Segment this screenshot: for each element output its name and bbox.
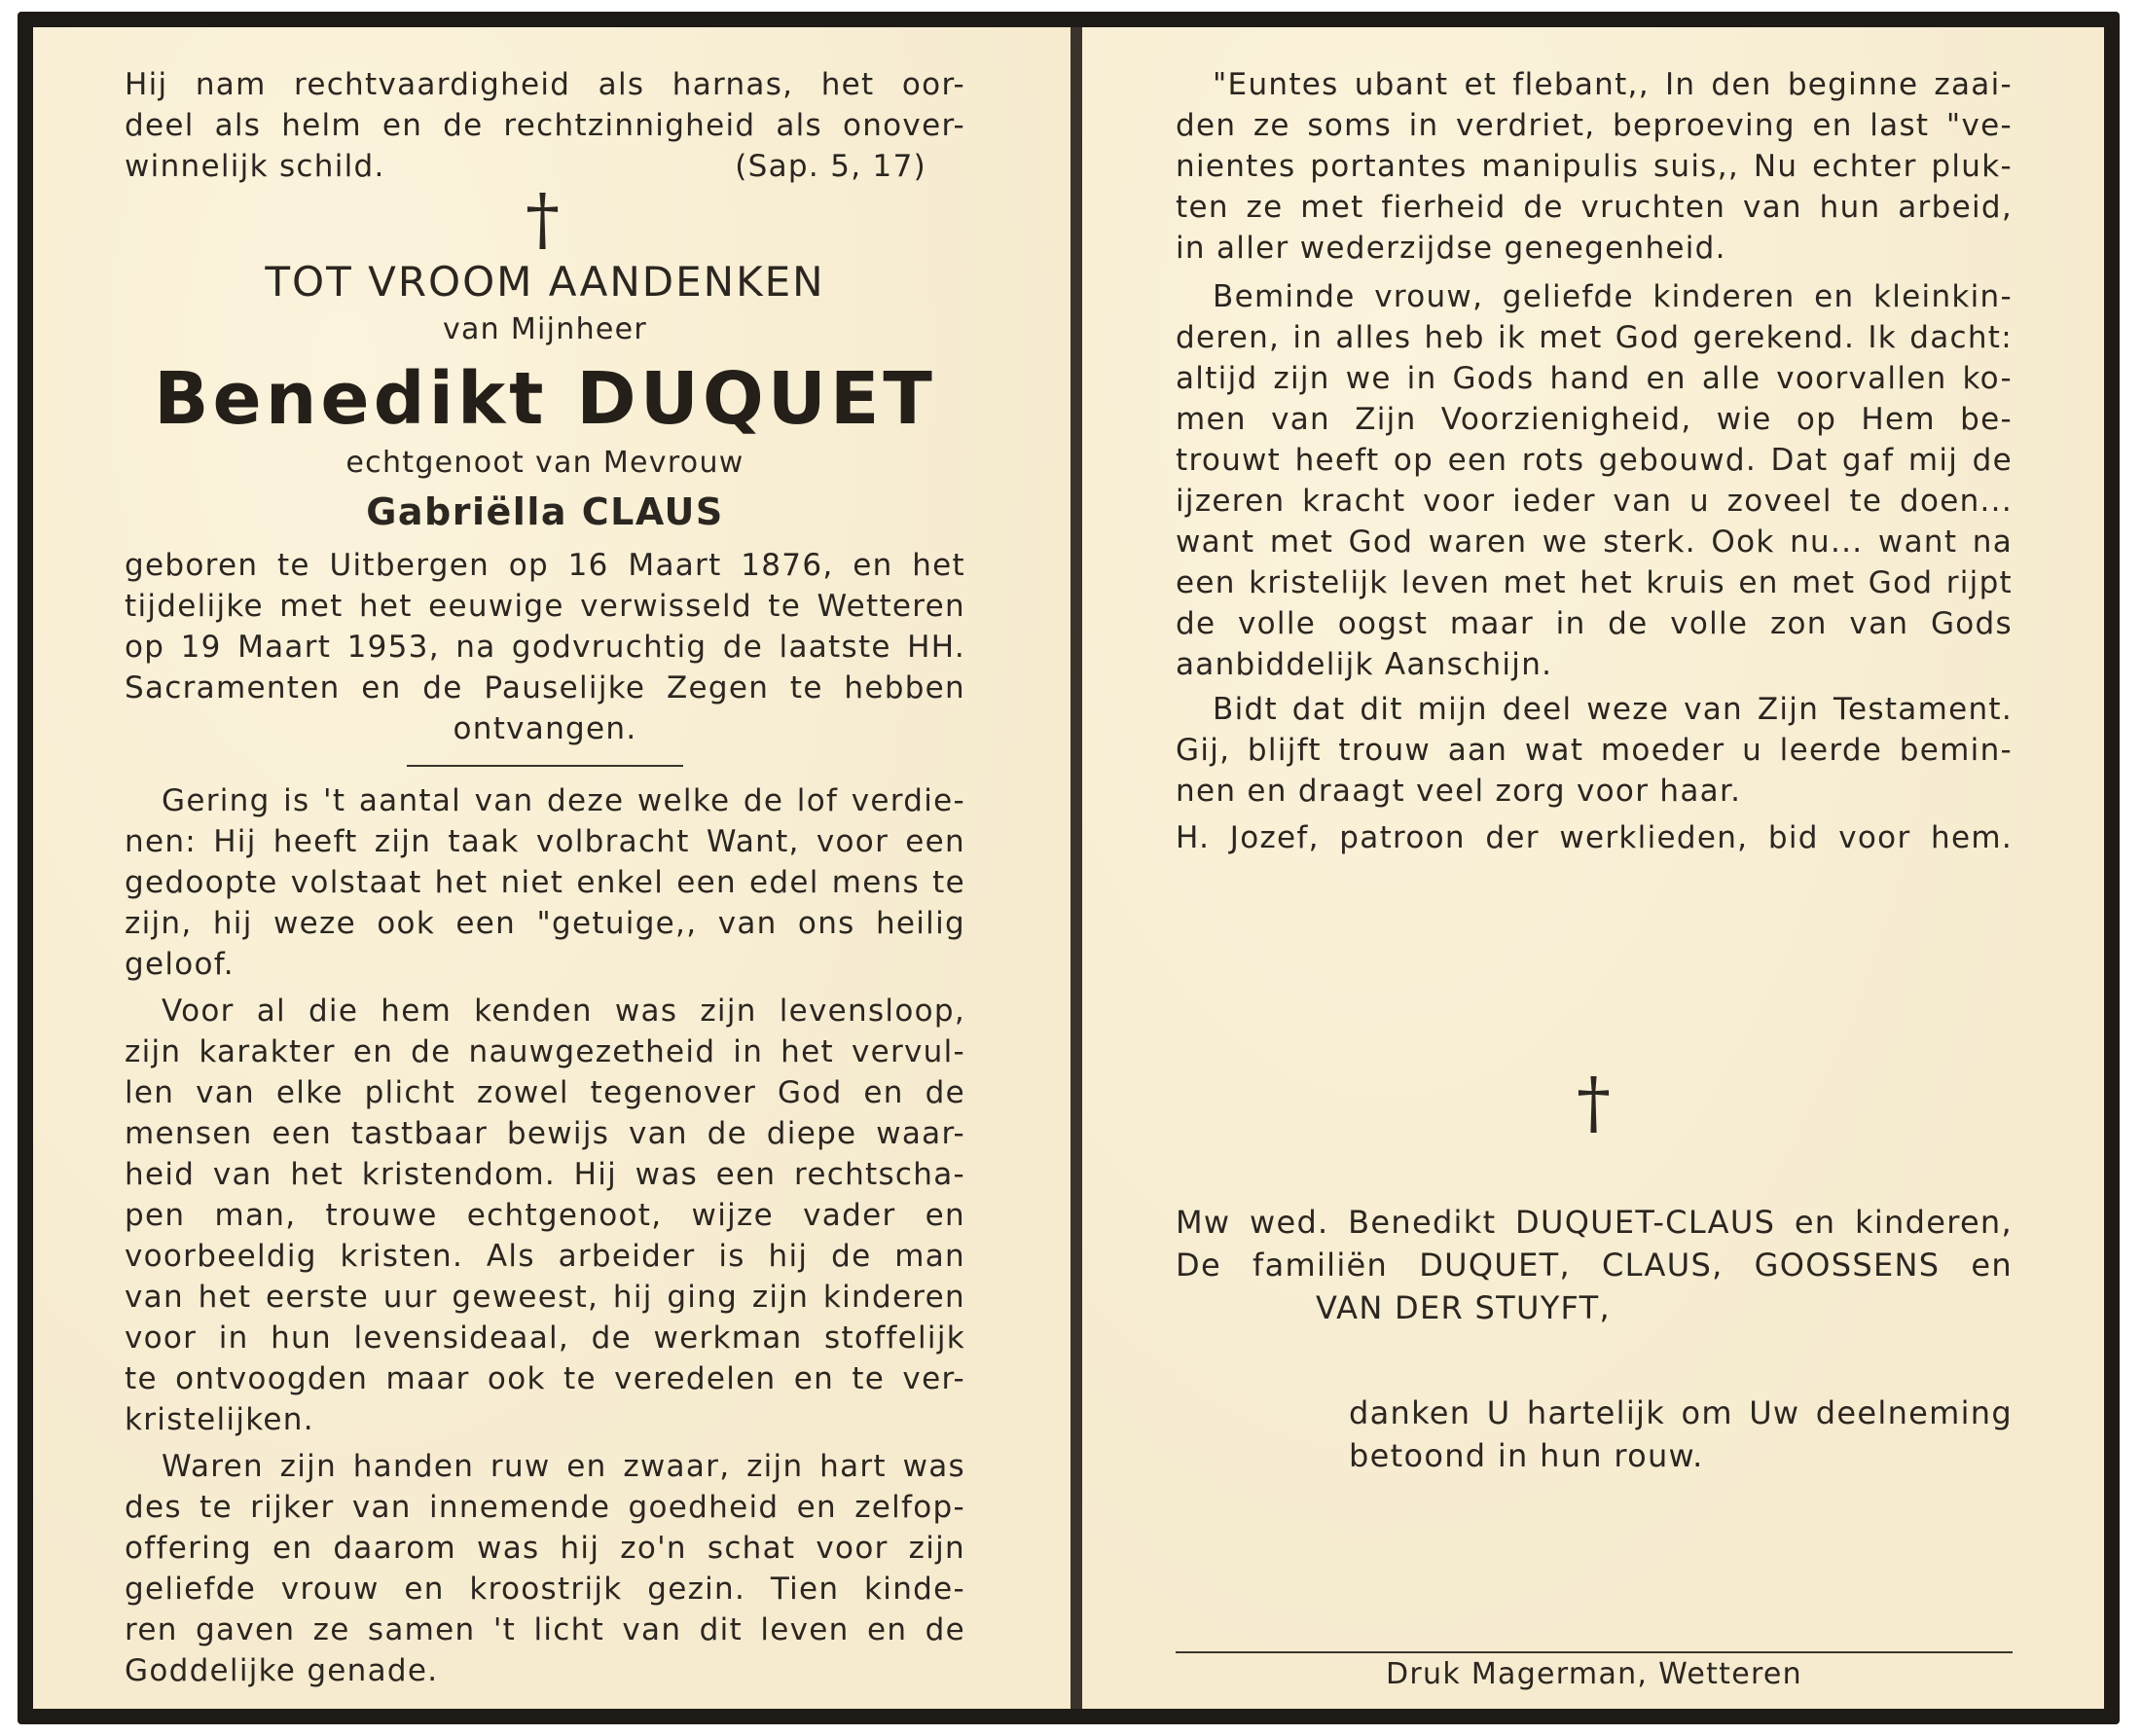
text-line: de volle oogst maar in de volle zon van Gods — [1176, 606, 2013, 641]
van-mijnheer: van Mijnheer — [442, 312, 648, 346]
text-line: ten ze met fierheid de vruchten van hun arbeid, — [1176, 190, 2013, 225]
life-line: op 19 Maart 1953, na godvruchtig de laatste HH. — [125, 630, 965, 665]
epigraph-line: Hij nam rechtvaardigheid als harnas, het oor- — [125, 67, 965, 102]
cross-icon: † — [526, 179, 560, 259]
center-fold — [1071, 27, 1082, 1709]
text-line: kristelijken. — [125, 1402, 314, 1437]
text-line: nen: Hij heeft zijn taak volbracht Want, voor een — [125, 824, 965, 859]
paragraph-1 — [125, 780, 965, 985]
text-line: zijn, hij weze ook een "getuige,, van ons heilig — [125, 906, 965, 941]
text-line: "Euntes ubant et flebant,, In den beginne zaai- — [1213, 67, 2013, 102]
family-line: VAN DER STUYFT, — [1316, 1289, 1611, 1326]
paragraph-3 — [125, 1446, 965, 1691]
text-line: Beminde vrouw, geliefde kinderen en kleinkin- — [1213, 279, 2013, 314]
right-paragraph-3 — [1176, 689, 2013, 812]
printer-credit: Druk Magerman, Wetteren — [1385, 1657, 1802, 1691]
right-paragraph-1 — [1176, 64, 2013, 269]
text-line: trouwt heeft op een rots gebouwd. Dat gaf mij de — [1176, 443, 2013, 478]
text-line: len van elke plicht zowel tegenover God en de — [125, 1075, 965, 1110]
text-line: des te rijker van innemende goedheid en zelfop- — [125, 1490, 965, 1525]
family-block — [1176, 1201, 2013, 1329]
text-line: pen man, trouwe echtgenoot, wijze vader en — [125, 1198, 965, 1233]
text-line: want met God waren we sterk. Ook nu... want na — [1176, 524, 2013, 560]
thanks-line: betoond in hun rouw. — [1349, 1437, 1704, 1474]
text-line: ijzeren kracht voor ieder van u zoveel te doen... — [1176, 484, 2013, 519]
text-line: heid van het kristendom. Hij was een rechtscha- — [125, 1157, 965, 1192]
epigraph-reference: (Sap. 5, 17) — [735, 149, 926, 184]
text-line: een kristelijk leven met het kruis en met God rijpt — [1176, 565, 2013, 600]
text-line: geloof. — [125, 947, 235, 982]
text-line: altijd zijn we in Gods hand en alle voorvallen ko- — [1176, 361, 2013, 396]
text-line: Goddelijke genade. — [125, 1653, 439, 1688]
life-line: tijdelijke met het eeuwige verwisseld te Wetteren — [125, 589, 965, 624]
text-line: den ze soms in verdriet, beproeving en last "ve- — [1176, 108, 2013, 143]
life-line: geboren te Uitbergen op 16 Maart 1876, en het — [125, 548, 965, 583]
life-line: ontvangen. — [453, 711, 637, 746]
epigraph — [125, 64, 965, 187]
text-line: geliefde vrouw en kroostrijk gezin. Tien kinde- — [125, 1572, 965, 1607]
divider-rule — [407, 765, 683, 767]
spouse-label: echtgenoot van Mevrouw — [345, 446, 744, 480]
text-line: Gering is 't aantal van deze welke de lof verdie- — [162, 783, 965, 818]
text-line: men van Zijn Voorzienigheid, wie op Hem be- — [1176, 402, 2013, 437]
text-line: in aller wederzijdse genegenheid. — [1176, 231, 1726, 266]
text-line: aanbiddelijk Aanschijn. — [1176, 647, 1553, 682]
text-line: Voor al die hem kenden was zijn levensloop, — [162, 994, 965, 1029]
text-line: voor in hun levensideaal, de werkman stoffelijk — [125, 1320, 965, 1356]
life-line: Sacramenten en de Pauselijke Zegen te hebben — [125, 670, 965, 705]
paragraph-2 — [125, 991, 965, 1440]
epigraph-line-text: winnelijk schild. — [125, 149, 385, 184]
text-line: van het eerste uur geweest, hij ging zijn kinderen — [125, 1280, 965, 1315]
text-line: deren, in alles heb ik met God gerekend. Ik dacht: — [1176, 320, 2013, 355]
printer-rule — [1176, 1651, 2013, 1653]
text-line: te ontvoogden maar ook te veredelen en te ver- — [125, 1361, 965, 1396]
life-details — [125, 545, 965, 749]
spouse-name: Gabriëlla CLAUS — [366, 490, 724, 533]
text-line: mensen een tastbaar bewijs van de diepe waar- — [125, 1116, 965, 1151]
text-line: nientes portantes manipulis suis,, Nu echter pluk- — [1176, 149, 2013, 184]
right-paragraph-2 — [1176, 276, 2013, 685]
memorial-heading: TOT VROOM AANDENKEN — [265, 258, 825, 306]
thanks-line: danken U hartelijk om Uw deelneming — [1349, 1394, 2013, 1431]
epigraph-line: deel als helm en de rechtzinnigheid als onover- — [125, 108, 965, 143]
text-line: H. Jozef, patroon der werklieden, bid voor hem. — [1176, 820, 2013, 855]
text-line: gedoopte volstaat het niet enkel een edel mens te — [125, 865, 965, 900]
text-line: nen en draagt veel zorg voor haar. — [1176, 774, 1742, 809]
deceased-name: Benedikt DUQUET — [154, 357, 936, 441]
text-line: Gij, blijft trouw aan wat moeder u leerde bemin- — [1176, 733, 2013, 768]
family-line: Mw wed. Benedikt DUQUET-CLAUS en kinderen, — [1176, 1204, 2013, 1241]
text-line: zijn karakter en de nauwgezetheid in het vervul- — [125, 1034, 965, 1069]
text-line: voorbeeldig kristen. Als arbeider is hij de man — [125, 1239, 965, 1274]
text-line: Bidt dat dit mijn deel weze van Zijn Testament. — [1213, 692, 2013, 727]
text-line: ren gaven ze samen 't licht van dit leven en de — [125, 1612, 965, 1647]
thanks-block — [1349, 1392, 2013, 1477]
prayer-line — [1176, 817, 2013, 858]
text-line: offering en daarom was hij zo'n schat voor zijn — [125, 1531, 965, 1566]
family-line: De familiën DUQUET, CLAUS, GOOSSENS en — [1176, 1247, 2013, 1284]
text-line: Waren zijn handen ruw en zwaar, zijn hart was — [162, 1449, 965, 1484]
cross-icon: † — [1577, 1063, 1611, 1142]
